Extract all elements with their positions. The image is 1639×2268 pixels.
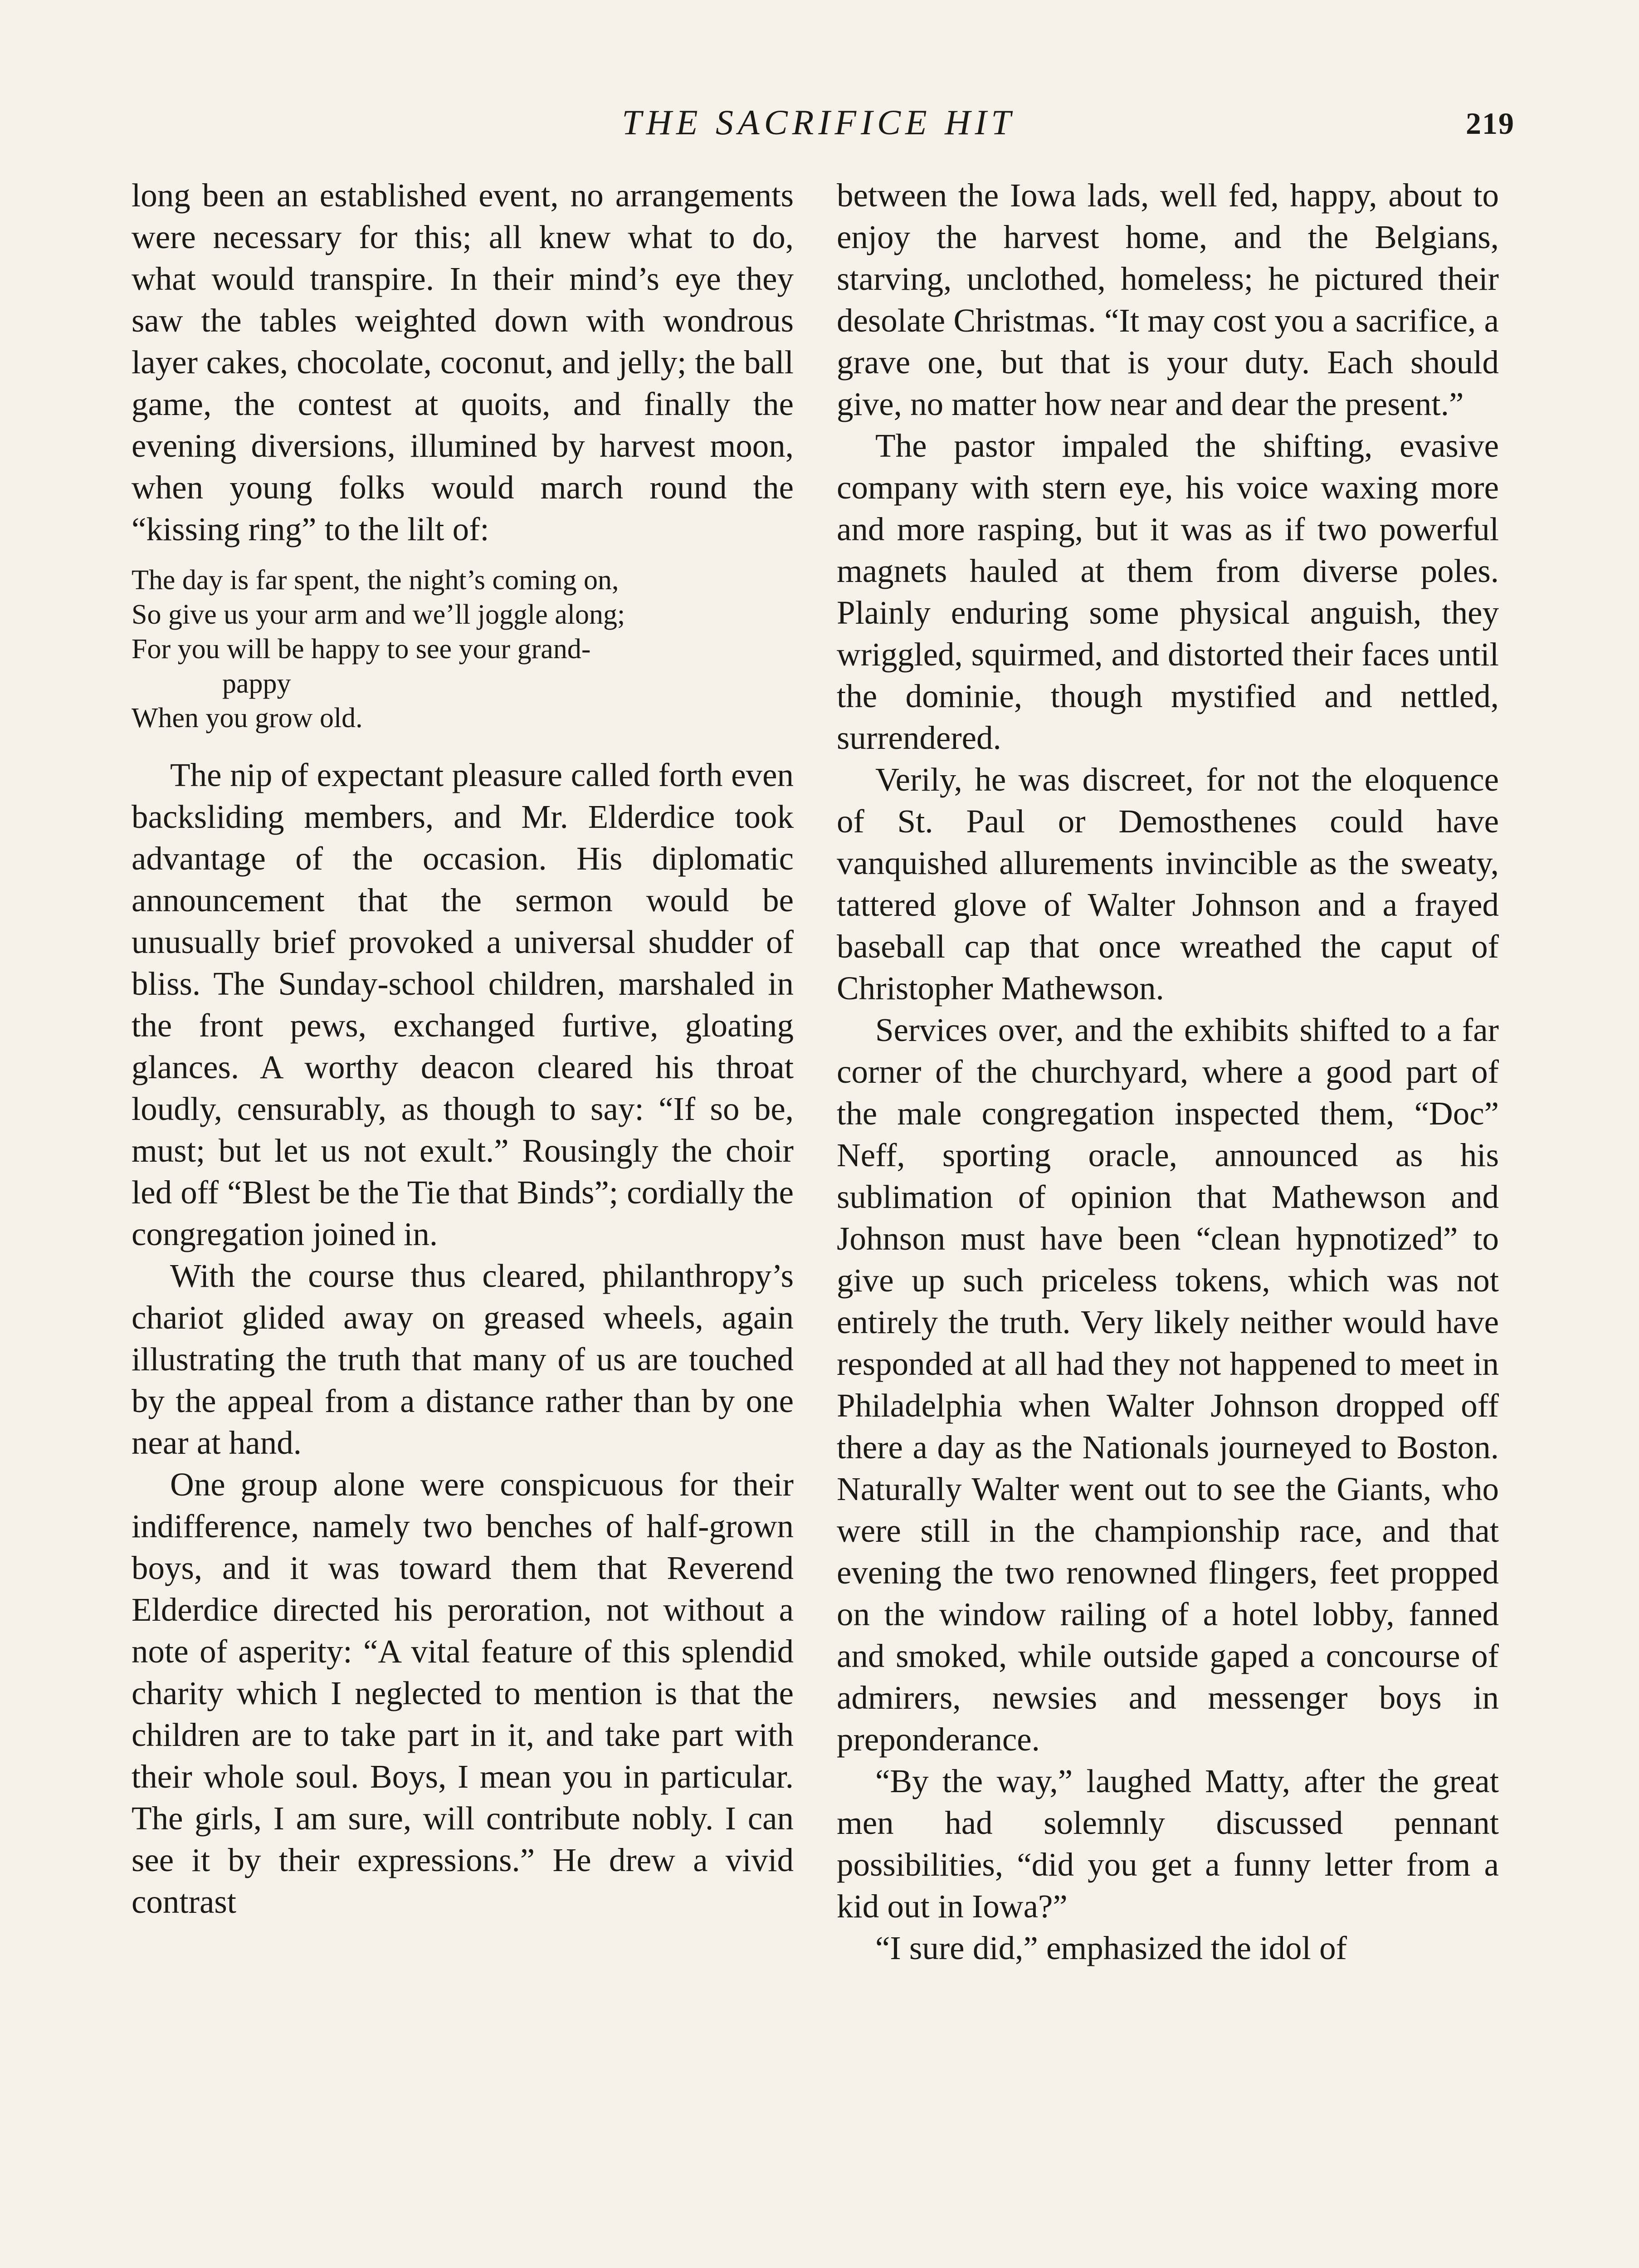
page-number: 219 [1466,106,1515,141]
paragraph: “By the way,” laughed Matty, after the great men had solemnly discussed pennant possibilities, “did you get a funny letter from a kid out in Iowa?” [837,1763,1499,1925]
paragraph: One group alone were conspicuous for their indifference, namely two benches of half-grown boys, and it was toward them that Reverend Elderdice directed his peroration, not without a note of asperity: “A vital feature of this splendid charity which I neglected to mention is that the children are to take part in it, and take part with their whole soul. Boys, I mean you in particular. The girls, I am sure, will contribute nobly. I can see it by their expressions.” He drew a vivid contrast [132,1466,794,1920]
verse-line-continuation: pappy [222,668,291,699]
paragraph: The nip of expectant pleasure called forth even backsliding members, and Mr. Elderdice took advantage of the occasion. His diplomatic announcement that the sermon would be unusually brief provoked a universal shudder of bliss. The Sunday-school children, marshaled in the front pews, exchanged furtive, gloating glances. A worthy deacon cleared his throat loudly, censurably, as though to say: “If so be, must; but let us not exult.” Rousingly the choir led off “Blest be the Tie that Binds”; cordially the congregation joined in. [132,757,794,1252]
page-header [132,98,1515,147]
verse-line: When you grow old. [132,703,363,733]
paragraph: Services over, and the exhibits shifted to a far corner of the churchyard, where a good part of the male congregation inspected them, “Doc” Neff, sporting oracle, announced as his sublimation of opinion that Mathewson and Johnson must have been “clean hypnotized” to give up such priceless tokens, which was not entirely the truth. Very likely neither would have responded at all had they not happened to meet in Philadelphia when Walter Johnson dropped off there a day as the Nationals journeyed to Boston. Naturally Walter went out to see the Giants, who were still in the championship race, and that evening the two renowned flingers, feet propped on the window railing of a hotel lobby, fanned and smoked, while outside gaped a concourse of admirers, newsies and messenger boys in preponderance. [837,1012,1499,1758]
paragraph: The pastor impaled the shifting, evasive company with stern eye, his voice waxing more and more rasping, but it was as if two powerful magnets hauled at them from diverse poles. Plainly enduring some physical anguish, they wriggled, squirmed, and distorted their faces until the dominie, though mystified and nettled, surrendered. [837,427,1499,756]
paragraph: between the Iowa lads, well fed, happy, about to enjoy the harvest home, and the Belgians, starving, unclothed, homeless; he pictured their desolate Christmas. “It may cost you a sacrifice, a grave one, but that is your duty. Each should give, no matter how near and dear the present.” [837,177,1499,422]
paragraph: Verily, he was discreet, for not the eloquence of St. Paul or Demosthenes could have vanquished allurements invincible as the sweaty, tattered glove of Walter Johnson and a frayed baseball cap that once wreathed the caput of Christopher Mathewson. [837,761,1499,1007]
verse-line: For you will be happy to see your grand- [132,634,591,665]
running-title: THE SACRIFICE HIT [622,103,1015,142]
right-column [837,175,1499,1969]
paragraph: long been an established event, no arrangements were necessary for this; all knew what to do, what would transpire. In their mind’s eye they saw the tables weighted down with wondrous layer cakes, chocolate, coconut, and jelly; the ball game, the contest at quoits, and finally the evening diversions, illumined by harvest moon, when young folks would march round the “kissing ring” to the lilt of: [132,177,794,547]
left-column [132,175,794,1923]
paragraph: “I sure did,” emphasized the idol of [875,1930,1347,1966]
verse-line: So give us your arm and we’ll joggle along; [132,599,625,630]
verse-line: The day is far spent, the night’s coming on, [132,565,619,596]
paragraph: With the course thus cleared, philanthropy’s chariot glided away on greased wheels, again illustrating the truth that many of us are touched by the appeal from a distance rather than by one near at hand. [132,1257,794,1461]
verse-block [132,563,794,735]
